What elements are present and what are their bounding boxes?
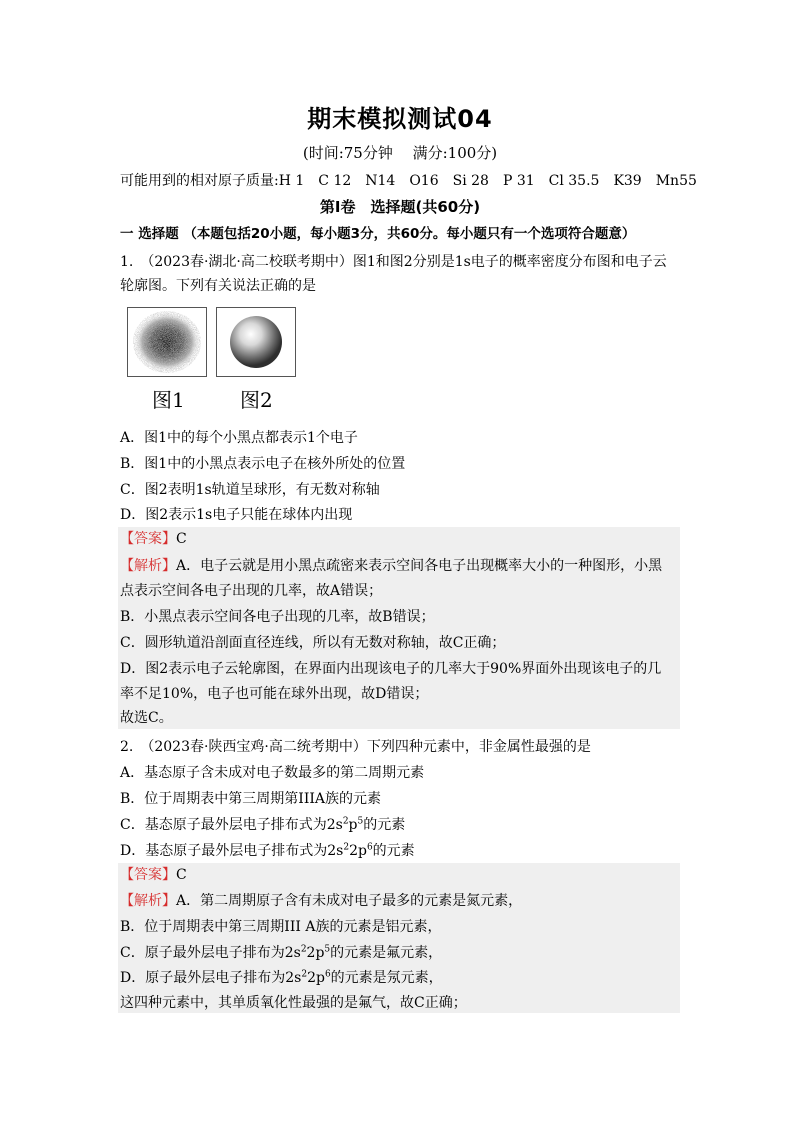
- atomic-masses: 可能用到的相对原子质量:H 1 C 12 N14 O16 Si 28 P 31 Cl 35.5 K39 Mn55: [120, 173, 697, 189]
- q1-option-d: D．图2表示1s电子只能在球体内出现: [120, 507, 353, 523]
- figure-1-caption: 图1: [152, 388, 185, 412]
- superscript: 2: [342, 816, 349, 827]
- figure-2-electron-cloud-outline: [216, 307, 296, 377]
- superscript: 6: [366, 842, 373, 853]
- analysis-label: 【解析】: [120, 558, 176, 574]
- q2-answer: [120, 865, 187, 885]
- q2-analysis-line5: 这四种元素中，其单质氧化性最强的是氟气，故C正确；: [120, 995, 467, 1011]
- text: C．基态原子最外层电子排布式为2s: [120, 817, 343, 833]
- q1-analysis-line3: B．小黑点表示空间各电子出现的几率，故B错误；: [120, 609, 435, 625]
- sphere-image: [217, 308, 295, 376]
- q1-stem-line1: 1. （2023春·湖北·高二校联考期中）图1和图2分别是1s电子的概率密度分布图和电子云: [120, 254, 667, 270]
- superscript: 2: [300, 944, 307, 955]
- superscript: 5: [357, 816, 364, 827]
- text: 2p: [349, 843, 367, 859]
- q2-analysis-line2: B．位于周期表中第三周期III A族的元素是铝元素，: [120, 919, 442, 935]
- q2-analysis-line3: [120, 943, 442, 963]
- q1-analysis-line2: 点表示空间各电子出现的几率，故A错误；: [120, 583, 383, 599]
- text: D．原子最外层电子排布为2s: [120, 970, 302, 986]
- q1-option-b: B．图1中的小黑点表示电子在核外所处的位置: [120, 456, 406, 472]
- text: p: [348, 817, 358, 833]
- text: 的元素是氟元素，: [330, 945, 443, 961]
- q1-analysis-line7: 故选C。: [120, 710, 173, 726]
- q2-option-c: [120, 815, 405, 835]
- text: 的元素: [363, 817, 406, 833]
- q2-option-d: [120, 841, 415, 861]
- section-instruction: 一 选择题 （本题包括20小题，每小题3分，共60分。每小题只有一个选项符合题意）: [120, 226, 636, 242]
- superscript: 2: [343, 842, 350, 853]
- time-score-info: (时间:75分钟 满分:100分): [302, 144, 498, 162]
- electron-cloud-image: [128, 308, 206, 376]
- q2-analysis-line1: [120, 891, 522, 911]
- superscript: 5: [324, 944, 331, 955]
- q1-analysis-line6: 率不足10%，电子也可能在球外出现，故D错误；: [120, 686, 429, 702]
- answer-value: C: [176, 867, 187, 883]
- text: D．基态原子最外层电子排布式为2s: [120, 843, 344, 859]
- q2-option-b: B．位于周期表中第三周期第IIIA族的元素: [120, 791, 381, 807]
- analysis-text: A．第二周期原子含有未成对电子最多的元素是氮元素，: [176, 893, 523, 909]
- q2-option-a: A．基态原子含未成对电子数最多的第二周期元素: [120, 765, 425, 781]
- text: C．原子最外层电子排布为2s: [120, 945, 301, 961]
- q1-analysis-line4: C．圆形轨道沿剖面直径连线，所以有无数对称轴，故C正确；: [120, 635, 506, 651]
- text: 2p: [306, 945, 325, 961]
- analysis-text: A．电子云就是用小黑点疏密来表示空间各电子出现概率大小的一种图形，小黑: [176, 558, 663, 574]
- text: 2p: [307, 970, 325, 986]
- q1-option-c: C．图2表明1s轨道呈球形，有无数对称轴: [120, 482, 380, 498]
- q1-option-a: A．图1中的每个小黑点都表示1个电子: [120, 430, 358, 446]
- q2-stem: 2. （2023春·陕西宝鸡·高二统考期中）下列四种元素中，非金属性最强的是: [120, 739, 591, 755]
- q2-answer-panel: [118, 863, 680, 1013]
- q1-stem-line2: 轮廓图。下列有关说法正确的是: [120, 278, 316, 294]
- q1-analysis-line1: [120, 556, 662, 576]
- answer-label: 【答案】: [120, 531, 176, 547]
- figure-1-probability-density: [127, 307, 207, 377]
- text: 的元素是氖元素，: [330, 970, 443, 986]
- superscript: 6: [324, 969, 331, 980]
- figure-2-caption: 图2: [240, 388, 273, 412]
- part-title: 第Ⅰ卷 选择题(共60分): [319, 198, 481, 216]
- q1-answer: [120, 529, 187, 549]
- text: 的元素: [372, 843, 415, 859]
- q2-analysis-line4: [120, 968, 443, 988]
- q1-analysis-line5: D．图2表示电子云轮廓图，在界面内出现该电子的几率大于90%界面外出现该电子的几: [120, 661, 662, 677]
- answer-label: 【答案】: [120, 867, 176, 883]
- analysis-label: 【解析】: [120, 893, 176, 909]
- superscript: 2: [301, 969, 308, 980]
- answer-value: C: [176, 531, 187, 547]
- page-title: 期末模拟测试04: [307, 105, 493, 133]
